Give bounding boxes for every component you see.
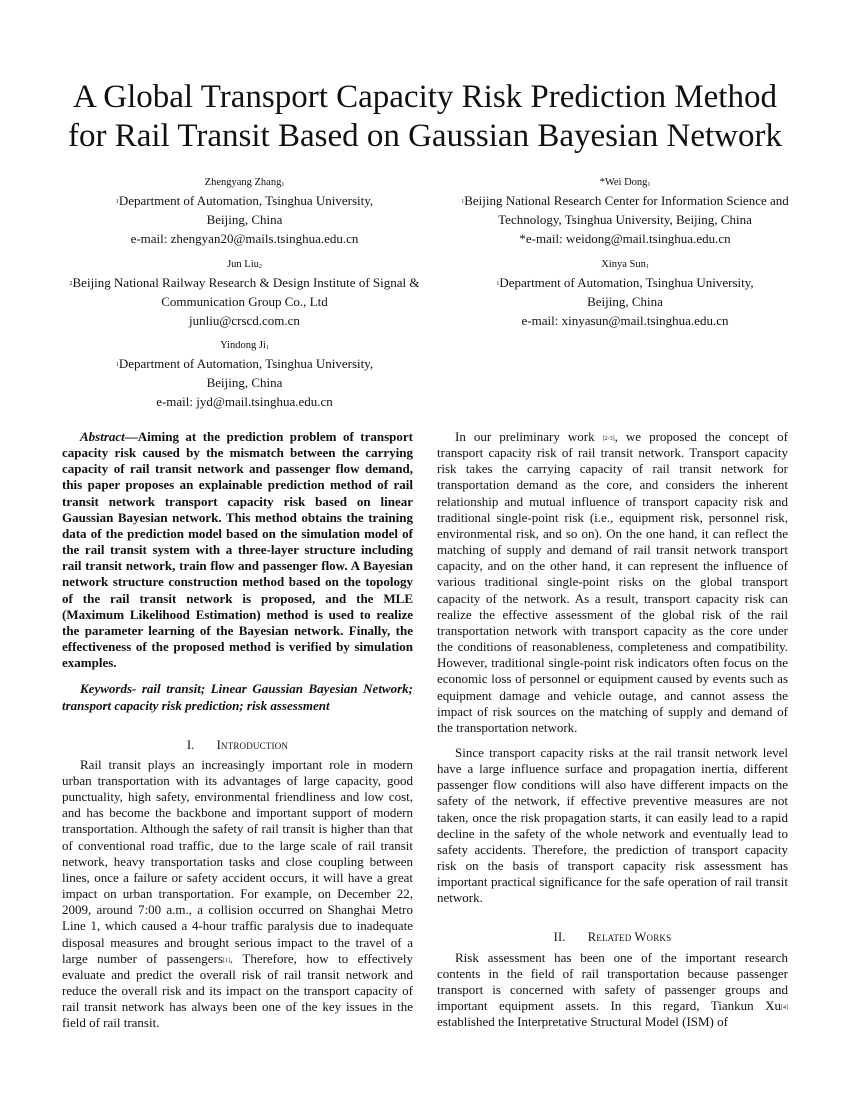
- author-block-3: [52, 257, 437, 330]
- citation[interactable]: [1]: [222, 957, 230, 964]
- title-line-2: for Rail Transit Based on Gaussian Bayesian Network: [68, 118, 782, 154]
- author-email[interactable]: junliu@crscd.com.cn: [189, 313, 300, 328]
- affil-mark: 1: [115, 199, 119, 205]
- author-affil-mark: 1: [281, 182, 285, 188]
- section-title: Introduction: [216, 737, 289, 752]
- citation[interactable]: [2-3]: [602, 436, 615, 442]
- author-block-1: [72, 175, 417, 248]
- author-affil-mark: 1: [645, 264, 649, 270]
- author-email[interactable]: e-mail: zhengyan20@mails.tsinghua.edu.cn: [130, 231, 359, 246]
- author-affil-mark: 1: [265, 345, 269, 351]
- author-affiliation: Department of Automation, Tsinghua University,: [118, 356, 374, 371]
- section-heading-introduction: [62, 737, 413, 753]
- abstract-label: Abstract—: [80, 429, 138, 444]
- body-paragraph: Since transport capacity risks at the rail transit network level have a large influence surface and propagation inertia, different passenger flow conditions will also have different impacts on the safety of the network, if effective preventive measures are not taken, once the risk propagation starts, it can easily lead to a rapid decline in the safety of the whole network and eventually lead to safety accidents. Therefore, the prediction of transport capacity risk on the basis of transport capacity risk assessment has important practical significance for the safe operation of rail transit network.: [437, 744, 788, 906]
- affil-mark: 2: [69, 281, 73, 287]
- paper-title: [40, 78, 810, 156]
- section-heading-related-works: [437, 929, 788, 945]
- affil-mark: 1: [115, 362, 119, 368]
- right-column: [437, 429, 788, 1030]
- affil-mark: 1: [496, 281, 500, 287]
- author-affiliation: Beijing National Railway Research & Design Institute of Signal &: [72, 275, 420, 290]
- section-title: Related Works: [587, 929, 672, 944]
- author-location: Beijing, China: [587, 294, 663, 309]
- body-paragraph: In our preliminary work [2-3], we proposed the concept of transport capacity risk of rail transit network. Transport capacity risk takes the carrying capacity of rail transit network for transportation demand as the core, and considers the inherent relationship and mutual influence of transport capacity risk and traditional single-point risk (i.e., equipment risk, personnel risk, environmental risk, and so on). On the one hand, it can reflect the matching of supply and demand of rail transit network transport capacity, and on the other hand, it can represent the influence of various traditional single-point risks on the global transport capacity of the network. As a result, transport capacity risk can realize the effective assessment of the global risk of the rail transportation network with transport capacity as the core under the conditions of reasonableness, completeness and compatibility. However, traditional single-point risk indicators often focus on the economic loss of personnel or equipment caused by events such as equipment damage and vehicle outage, and cannot assess the impact of risk sources on the matching of supply and demand of the transportation network.: [437, 429, 788, 735]
- left-column: [62, 429, 413, 1031]
- author-email[interactable]: e-mail: jyd@mail.tsinghua.edu.cn: [156, 394, 333, 409]
- author-block-5: [72, 338, 417, 411]
- author-location: Communication Group Co., Ltd: [161, 294, 328, 309]
- author-affiliation: Department of Automation, Tsinghua University,: [118, 193, 374, 208]
- author-name: Jun Liu: [227, 259, 259, 270]
- citation[interactable]: [4]: [781, 1005, 788, 1012]
- author-affiliation: Beijing National Research Center for Information Science and: [464, 193, 789, 208]
- abstract: [62, 429, 413, 671]
- author-affil-mark: 2: [258, 264, 262, 270]
- body-paragraph: Risk assessment has been one of the important research contents in the field of rail transportation because passenger transport is concerned with safety of passenger groups and important equipment assets. In this regard, Tiankun Xu[4] established the Interpretative Structural Model (ISM) of: [437, 949, 788, 1030]
- author-name: Xinya Sun: [601, 259, 646, 270]
- author-email[interactable]: *e-mail: weidong@mail.tsinghua.edu.cn: [519, 231, 731, 246]
- keywords: Keywords- rail transit; Linear Gaussian Bayesian Network; transport capacity risk prediction; risk assessment: [62, 681, 413, 713]
- author-location: Technology, Tsinghua University, Beijing, China: [498, 212, 752, 227]
- affil-mark: 1: [461, 199, 465, 205]
- author-location: Beijing, China: [206, 212, 283, 227]
- title-line-1: A Global Transport Capacity Risk Prediction Method: [73, 79, 777, 115]
- abstract-text: Aiming at the prediction problem of transport capacity risk caused by the mismatch between the carrying capacity of rail transit network and passenger flow demand, this paper proposes an explainable prediction method of rail transit network transport capacity risk based on linear Gaussian Bayesian network. This method obtains the training data of the prediction model based on the simulation model of the rail transit system with a three-layer structure including rail transit network, train flow and passenger flow. A Bayesian network structure construction method based on the topology of the rail transit network is proposed, and the MLE (Maximum Likelihood Estimation) method is used to realize the parameter learning of the Bayesian network. Finally, the effectiveness of the proposed method is verified by simulation examples.: [62, 429, 413, 671]
- author-block-2: [435, 175, 815, 248]
- intro-paragraph: Rail transit plays an increasingly important role in modern urban transportation with its advantages of large capacity, good punctuality, high safety, environmental friendliness and low cost, and has become the backbone and important support of modern transportation. Although the safety of rail transit is higher than that of conventional road traffic, due to the large scale of rail transit network, heavy transportation tasks and close coupling between lines, once a failure or safety accident occurs, it will have a great impact on urban transportation. For example, on December 22, 2009, around 7:00 a.m., a collision occurred on Shanghai Metro Line 1, which caused a 4-hour traffic paralysis due to inadequate disposal measures and brought serious impact to the travel of a large number of passengers[1]. Therefore, how to effectively evaluate and predict the overall risk of rail transit network and reduce the overall risk and its impact on the transport capacity of rail transit network has always been one of the key issues in the field of rail transit.: [62, 756, 414, 1031]
- author-affiliation: Department of Automation, Tsinghua University,: [499, 275, 754, 290]
- author-name: Zhengyang Zhang: [204, 177, 282, 188]
- author-affil-mark: 1: [647, 182, 651, 188]
- author-name: Yindong Ji: [220, 340, 266, 351]
- section-number: I.: [186, 737, 195, 752]
- section-number: II.: [553, 929, 566, 944]
- author-block-4: [445, 257, 805, 330]
- author-email[interactable]: e-mail: xinyasun@mail.tsinghua.edu.cn: [521, 313, 729, 328]
- author-name: *Wei Dong: [599, 177, 648, 188]
- author-location: Beijing, China: [206, 375, 283, 390]
